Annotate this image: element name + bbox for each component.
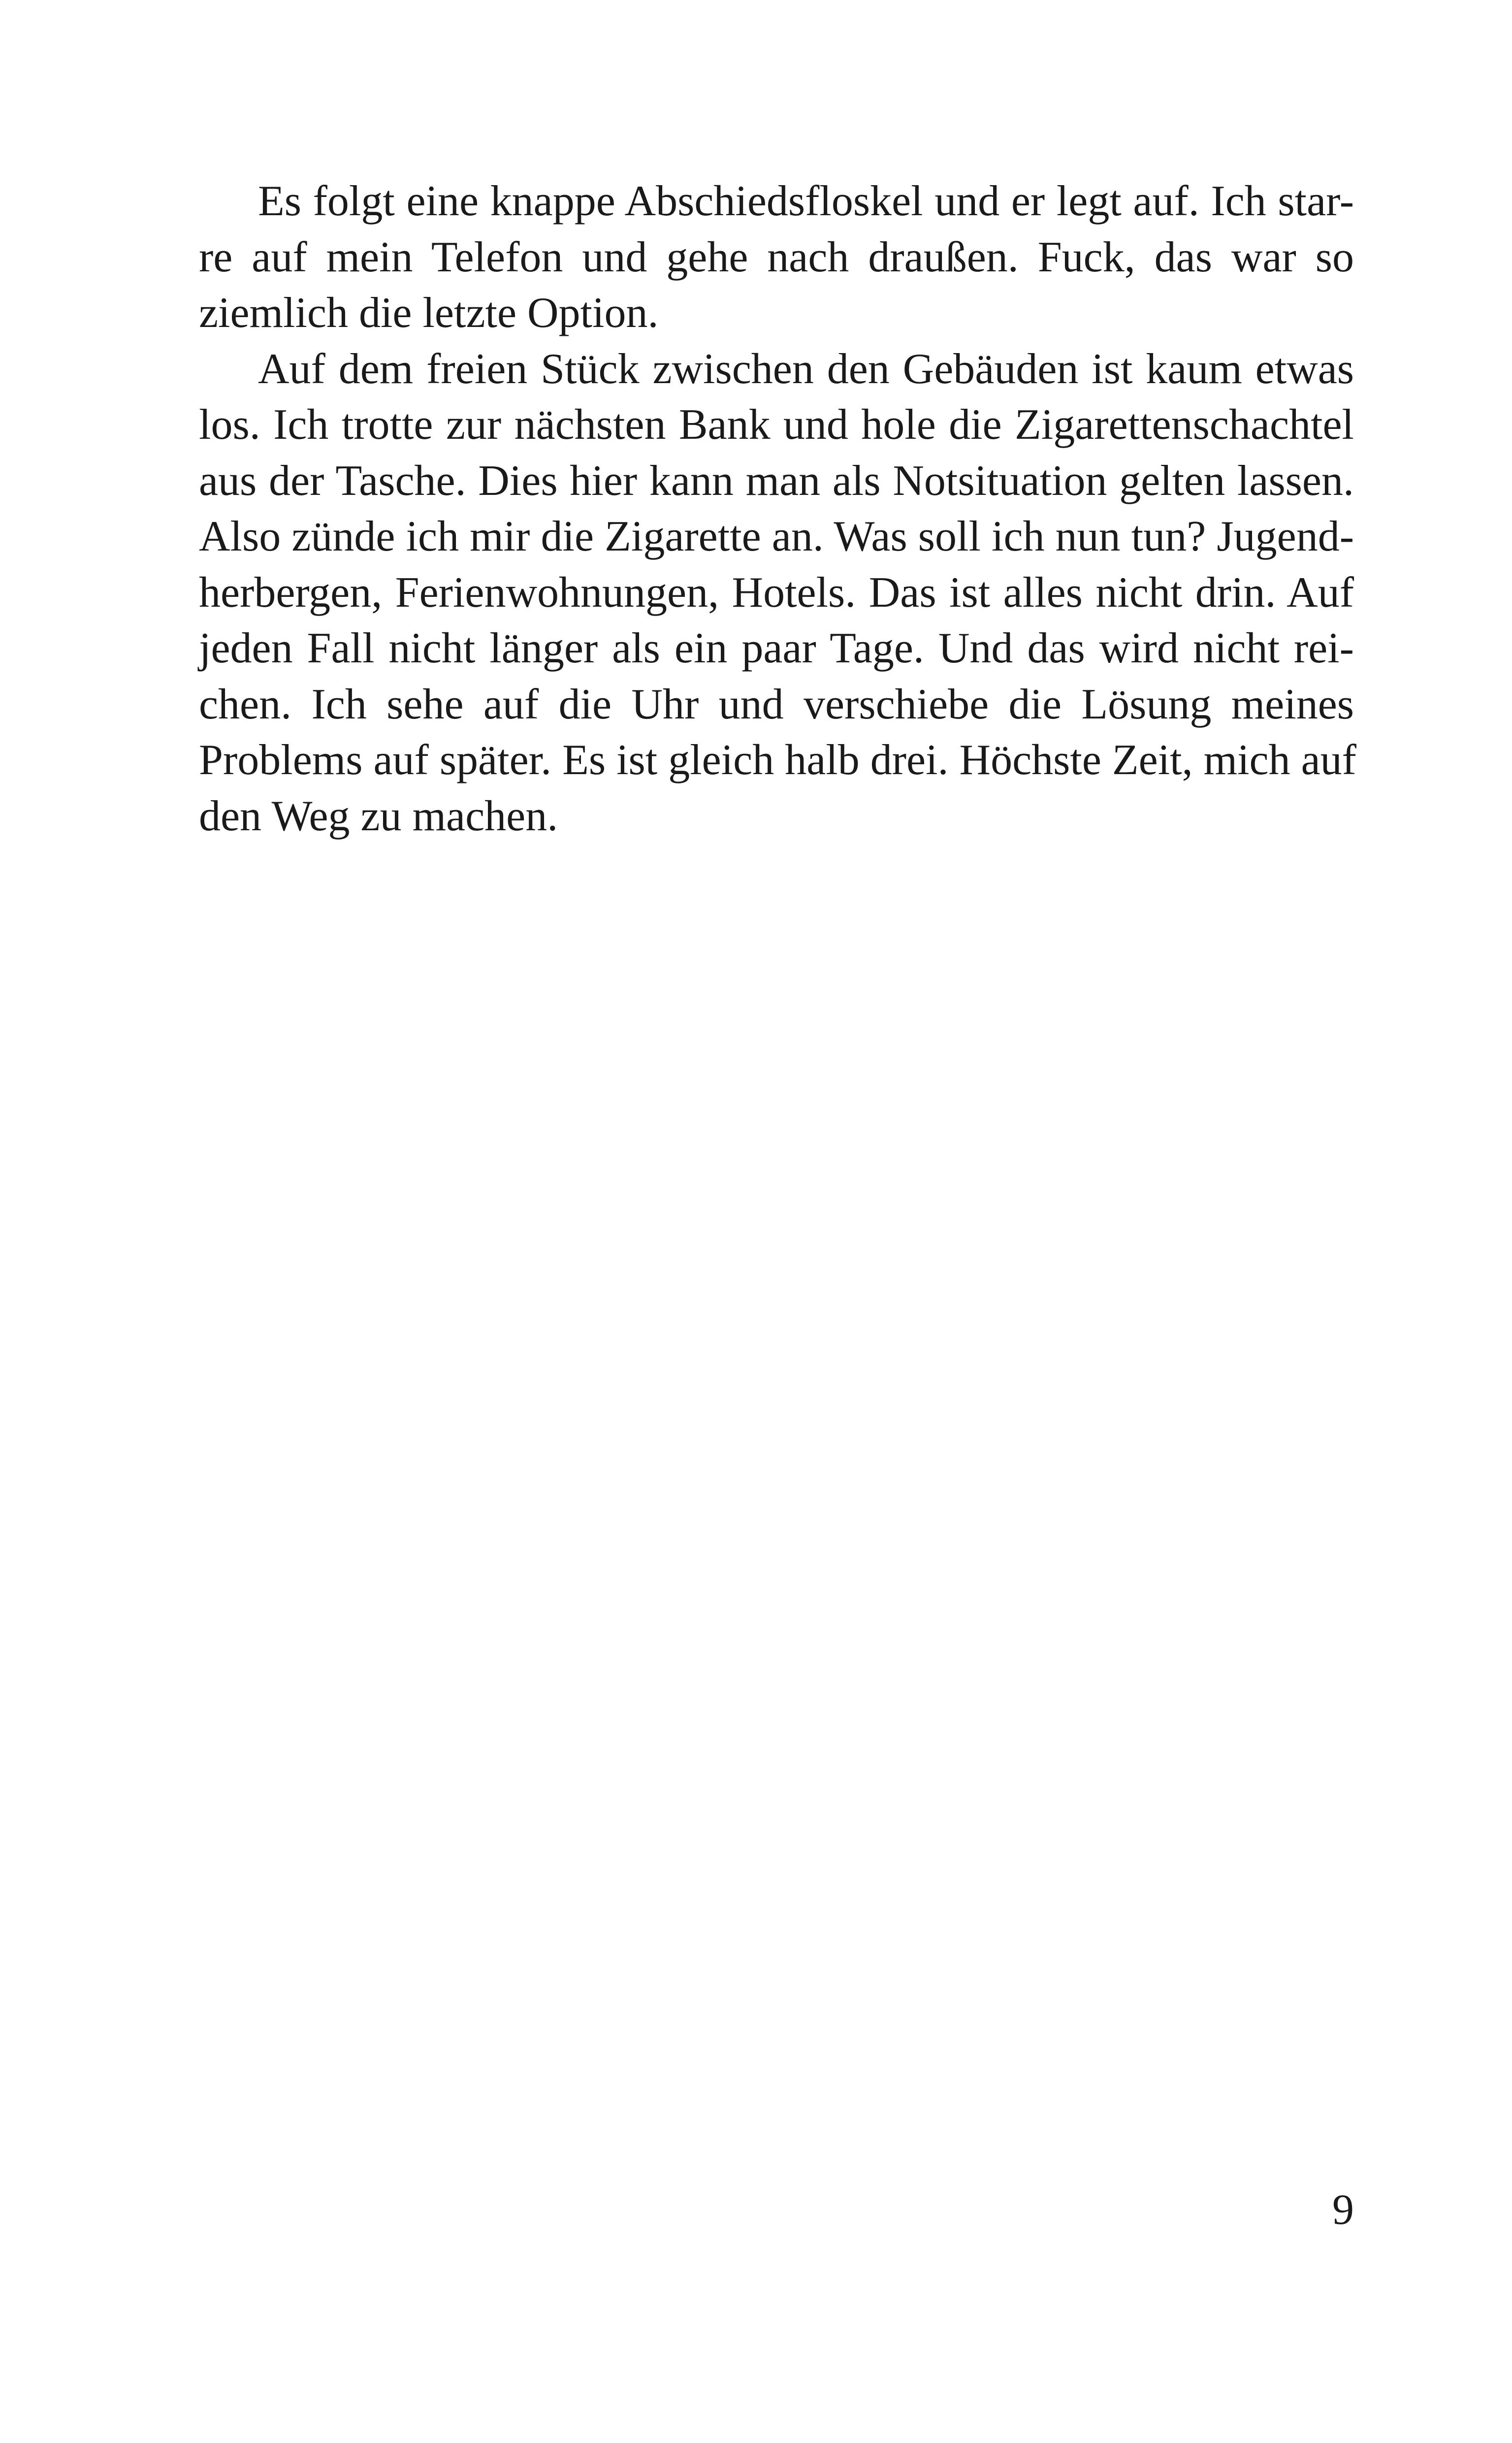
page-number: 9	[1332, 2186, 1354, 2234]
text-line: ziemlich die letzte Option.	[199, 289, 659, 337]
text-line: Auf dem freien Stück zwischen den Gebäuden ist kaum etwas	[258, 345, 1354, 393]
text-line: jeden Fall nicht länger als ein paar Tage. Und das wird nicht rei-	[199, 624, 1354, 672]
text-line: Es folgt eine knappe Abschiedsfloskel und er legt auf. Ich star-	[258, 177, 1354, 225]
text-line: Also zünde ich mir die Zigarette an. Was soll ich nun tun? Jugend-	[199, 513, 1354, 560]
text-line: herbergen, Ferienwohnungen, Hotels. Das ist alles nicht drin. Auf	[199, 568, 1354, 617]
text-line: den Weg zu machen.	[199, 792, 558, 840]
text-line: aus der Tasche. Dies hier kann man als Notsituation gelten lassen.	[199, 456, 1354, 505]
paragraph	[199, 173, 1354, 341]
text-line: Problems auf später. Es ist gleich halb drei. Höchste Zeit, mich auf	[199, 736, 1356, 784]
text-line: los. Ich trotte zur nächsten Bank und hole die Zigarettenschachtel	[199, 401, 1354, 449]
text-line: re auf mein Telefon und gehe nach draußen. Fuck, das war so	[199, 233, 1354, 281]
body-text	[199, 173, 1354, 844]
paragraph	[199, 341, 1354, 845]
text-line: chen. Ich sehe auf die Uhr und verschiebe die Lösung meines	[199, 680, 1354, 728]
